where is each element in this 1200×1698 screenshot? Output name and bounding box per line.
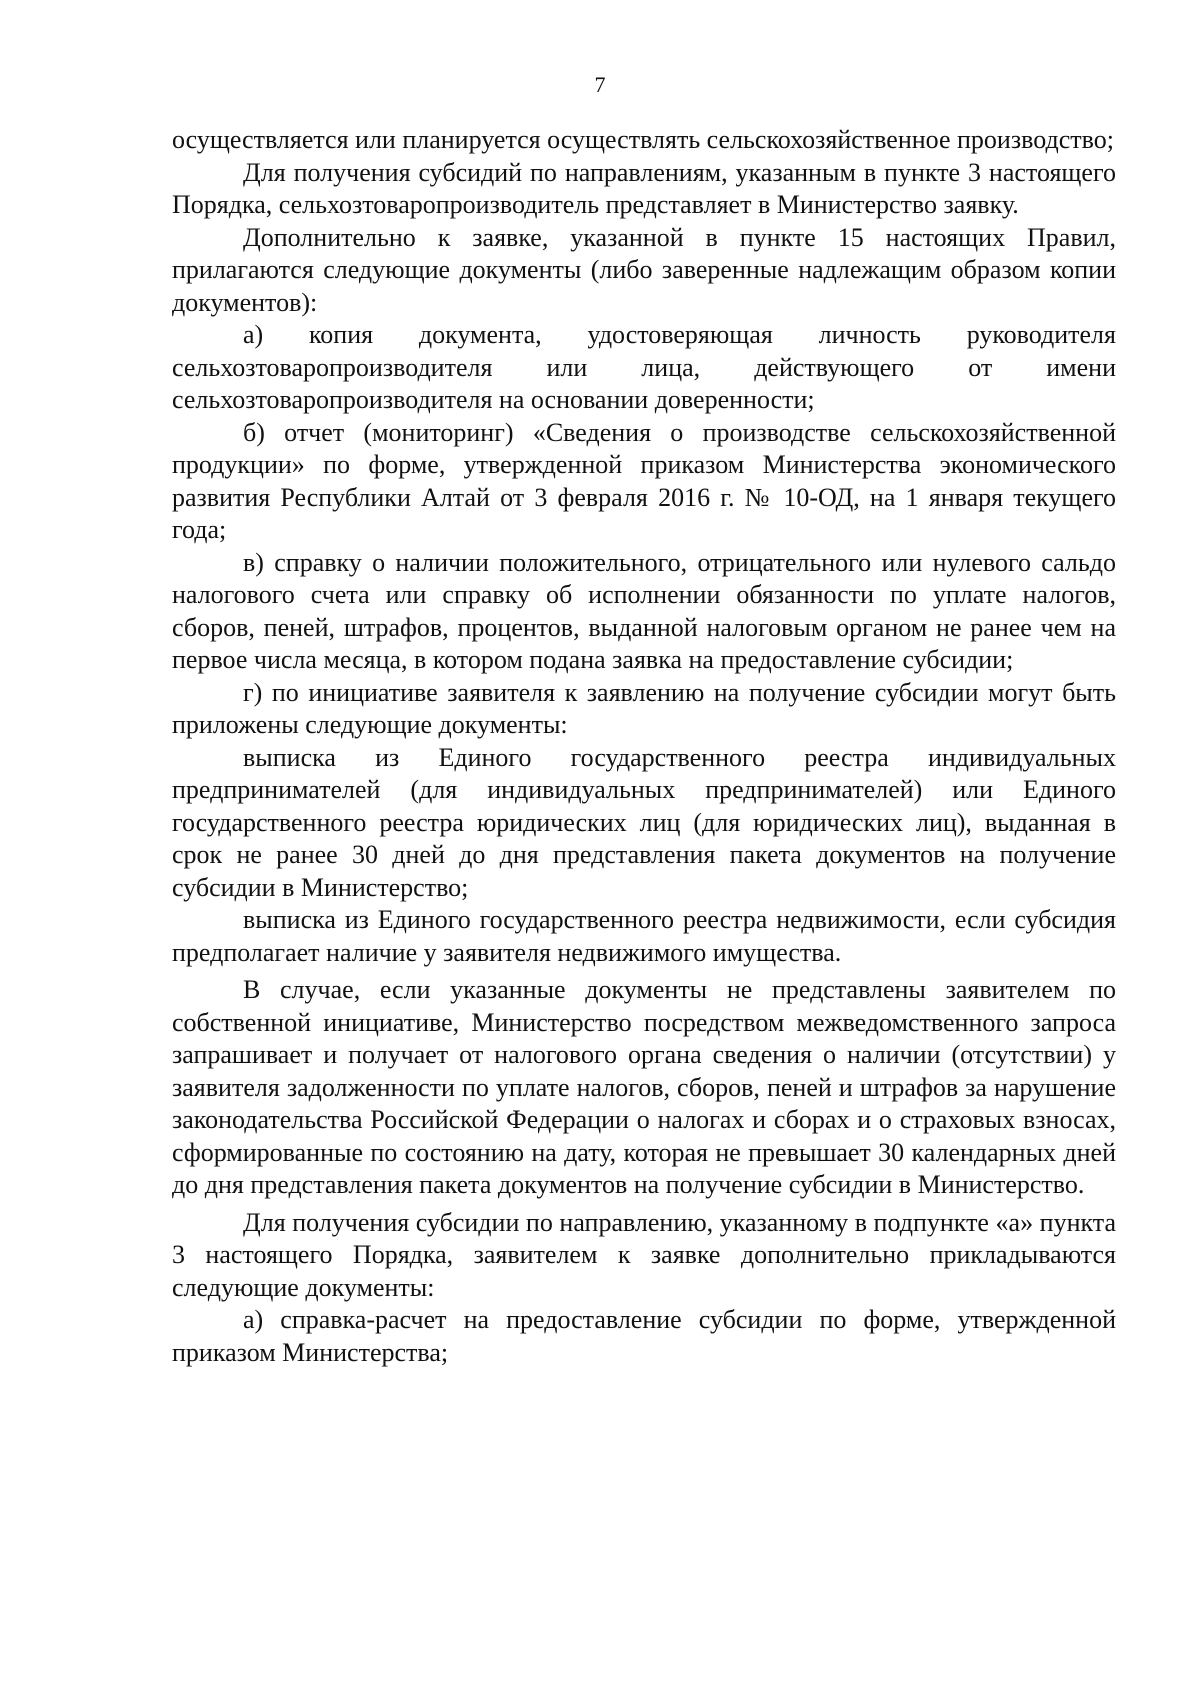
paragraph-interagency-request: В случае, если указанные документы не представлены заявителем по собственной инициативе, Министерство посредством межведомственного запроса запрашивает и получает от налогового органа сведения о наличии (отсутствии) у заявителя задолженности по уплате налогов, сборов, пеней и штрафов за нарушение законодательства Российской Федерации о налогах и сборах и о страховых взносах, сформированные по состоянию на дату, которая не превышает 30 календарных дней до дня представления пакета документов на получение субсидии в Министерство. xyxy=(172,975,1116,1199)
list-item-a-calculation-certificate: а) справка-расчет на предоставление субсидии по форме, утвержденной приказом Министерства; xyxy=(172,1305,1116,1367)
paragraph-continuation: осуществляется или планируется осуществлять сельскохозяйственное производство; xyxy=(172,125,1114,154)
page-number: 7 xyxy=(594,72,606,97)
paragraph-additional-documents: Дополнительно к заявке, указанной в пункте 15 настоящих Правил, прилагаются следующие документы (либо заверенные надлежащим образом копии документов): xyxy=(172,222,1116,317)
paragraph-egrip-egrul-extract: выписка из Единого государственного реестра индивидуальных предпринимателей (для индивидуальных предпринимателей) или Единого государственного реестра юридических лиц (для юридических лиц), выданная в срок не ранее 30 дней до дня представления пакета документов на получение субсидии в Министерство; xyxy=(172,742,1116,902)
list-item-g-optional-documents: г) по инициативе заявителя к заявлению на получение субсидии могут быть приложены следующие документы: xyxy=(172,677,1116,739)
list-item-v-tax-certificate: в) справку о наличии положительного, отрицательного или нулевого сальдо налогового счета или справку об исполнении обязанности по уплате налогов, сборов, пеней, штрафов, процентов, выданной налоговым органом не ранее чем на первое числа месяца, в котором подана заявка на предоставление субсидии; xyxy=(172,547,1116,674)
paragraph-egrn-extract: выписка из Единого государственного реестра недвижимости, если субсидия предполагает наличие у заявителя недвижимого имущества. xyxy=(172,905,1116,967)
paragraph-application-submission: Для получения субсидий по направлениям, указанным в пункте 3 настоящего Порядка, сельхозтоваропроизводитель представляет в Министерство заявку. xyxy=(172,157,1116,219)
document-body xyxy=(172,124,1116,1369)
list-item-b-production-report: б) отчет (мониторинг) «Сведения о производстве сельскохозяйственной продукции» по форме, утвержденной приказом Министерства экономического развития Республики Алтай от 3 февраля 2016 г. № 10-ОД, на 1 января текущего года; xyxy=(172,417,1116,544)
paragraph-subsidy-direction-a: Для получения субсидии по направлению, указанному в подпункте «а» пункта 3 настоящего Порядка, заявителем к заявке дополнительно прикладываются следующие документы: xyxy=(172,1207,1116,1302)
list-item-a-identity-copy: а) копия документа, удостоверяющая личность руководителя сельхозтоваропроизводителя или лица, действующего от имени сельхозтоваропроизводителя на основании доверенности; xyxy=(172,320,1116,414)
